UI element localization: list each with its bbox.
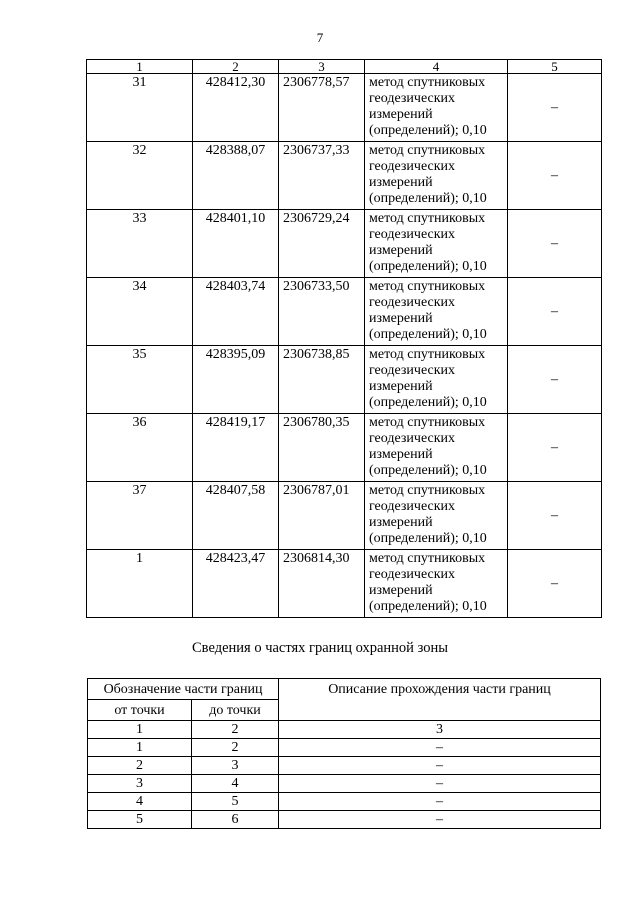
method-line: (определений); 0,10 [369, 191, 487, 206]
method-line: (определений); 0,10 [369, 395, 487, 410]
description-cell: – [279, 757, 601, 775]
boundary-parts-table [87, 678, 601, 829]
method-cell [365, 142, 508, 210]
method-cell [365, 346, 508, 414]
y-coordinate: 2306733,50 [279, 278, 365, 346]
y-coordinate: 2306814,30 [279, 550, 365, 618]
designation-header: Обозначение части границ [88, 679, 279, 700]
accuracy-cell: – [508, 210, 602, 278]
method-line: измерений [369, 311, 433, 326]
x-coordinate: 428407,58 [193, 482, 279, 550]
method-line: геодезических [369, 431, 456, 446]
method-line: метод спутниковых [369, 483, 486, 498]
from-point-header: от точки [88, 700, 192, 721]
description-header: Описание прохождения части границ [279, 679, 601, 721]
from-point: 5 [88, 811, 192, 829]
x-coordinate: 428395,09 [193, 346, 279, 414]
column-number-row [87, 60, 602, 74]
method-line: метод спутниковых [369, 415, 486, 430]
to-point: 2 [192, 739, 279, 757]
table-row [87, 210, 602, 278]
method-line: геодезических [369, 295, 456, 310]
table-row [87, 278, 602, 346]
column-number-row [88, 721, 601, 739]
y-coordinate: 2306778,57 [279, 74, 365, 142]
accuracy-cell: – [508, 550, 602, 618]
method-cell [365, 210, 508, 278]
table-row [87, 414, 602, 482]
method-line: измерений [369, 243, 433, 258]
method-line: метод спутниковых [369, 551, 486, 566]
method-line: метод спутниковых [369, 75, 486, 90]
column-number: 2 [192, 721, 279, 739]
method-line: (определений); 0,10 [369, 599, 487, 614]
y-coordinate: 2306787,01 [279, 482, 365, 550]
y-coordinate: 2306780,35 [279, 414, 365, 482]
method-line: (определений); 0,10 [369, 463, 487, 478]
method-cell [365, 278, 508, 346]
point-number: 33 [87, 210, 193, 278]
from-point: 3 [88, 775, 192, 793]
description-cell: – [279, 811, 601, 829]
method-line: метод спутниковых [369, 211, 486, 226]
method-line: (определений); 0,10 [369, 531, 487, 546]
from-point: 4 [88, 793, 192, 811]
accuracy-cell: – [508, 142, 602, 210]
from-point: 1 [88, 739, 192, 757]
method-line: геодезических [369, 363, 456, 378]
y-coordinate: 2306738,85 [279, 346, 365, 414]
accuracy-cell: – [508, 482, 602, 550]
accuracy-cell: – [508, 414, 602, 482]
column-number: 5 [508, 60, 602, 74]
to-point: 4 [192, 775, 279, 793]
table-row [87, 142, 602, 210]
table-row [88, 775, 601, 793]
method-line: геодезических [369, 159, 456, 174]
column-number: 1 [87, 60, 193, 74]
table-row [87, 482, 602, 550]
method-line: метод спутниковых [369, 279, 486, 294]
column-number: 3 [279, 721, 601, 739]
x-coordinate: 428388,07 [193, 142, 279, 210]
header-row [88, 679, 601, 700]
point-number: 34 [87, 278, 193, 346]
method-line: (определений); 0,10 [369, 327, 487, 342]
method-line: геодезических [369, 227, 456, 242]
to-point-header: до точки [192, 700, 279, 721]
column-number: 1 [88, 721, 192, 739]
method-cell [365, 550, 508, 618]
description-cell: – [279, 793, 601, 811]
table-row [87, 550, 602, 618]
method-line: метод спутниковых [369, 347, 486, 362]
y-coordinate: 2306729,24 [279, 210, 365, 278]
table-row [88, 811, 601, 829]
y-coordinate: 2306737,33 [279, 142, 365, 210]
column-number: 4 [365, 60, 508, 74]
point-number: 36 [87, 414, 193, 482]
method-line: (определений); 0,10 [369, 259, 487, 274]
method-line: измерений [369, 583, 433, 598]
point-number: 31 [87, 74, 193, 142]
table-row [88, 793, 601, 811]
method-cell [365, 74, 508, 142]
method-cell [365, 414, 508, 482]
to-point: 6 [192, 811, 279, 829]
table-row [88, 757, 601, 775]
accuracy-cell: – [508, 74, 602, 142]
method-line: геодезических [369, 567, 456, 582]
method-line: метод спутниковых [369, 143, 486, 158]
column-number: 2 [193, 60, 279, 74]
method-line: (определений); 0,10 [369, 123, 487, 138]
x-coordinate: 428412,30 [193, 74, 279, 142]
table-row [87, 74, 602, 142]
x-coordinate: 428401,10 [193, 210, 279, 278]
method-line: измерений [369, 379, 433, 394]
point-number: 1 [87, 550, 193, 618]
x-coordinate: 428423,47 [193, 550, 279, 618]
method-line: измерений [369, 515, 433, 530]
point-number: 37 [87, 482, 193, 550]
page-number: 7 [316, 30, 324, 45]
x-coordinate: 428403,74 [193, 278, 279, 346]
table-row [87, 346, 602, 414]
method-line: геодезических [369, 499, 456, 514]
column-number: 3 [279, 60, 365, 74]
to-point: 3 [192, 757, 279, 775]
accuracy-cell: – [508, 278, 602, 346]
x-coordinate: 428419,17 [193, 414, 279, 482]
method-line: измерений [369, 175, 433, 190]
from-point: 2 [88, 757, 192, 775]
table-row [88, 739, 601, 757]
coordinates-table [86, 59, 602, 618]
accuracy-cell: – [508, 346, 602, 414]
section-title: Сведения о частях границ охранной зоны [192, 640, 448, 656]
description-cell: – [279, 739, 601, 757]
description-cell: – [279, 775, 601, 793]
to-point: 5 [192, 793, 279, 811]
method-line: геодезических [369, 91, 456, 106]
point-number: 32 [87, 142, 193, 210]
method-line: измерений [369, 447, 433, 462]
point-number: 35 [87, 346, 193, 414]
method-cell [365, 482, 508, 550]
method-line: измерений [369, 107, 433, 122]
